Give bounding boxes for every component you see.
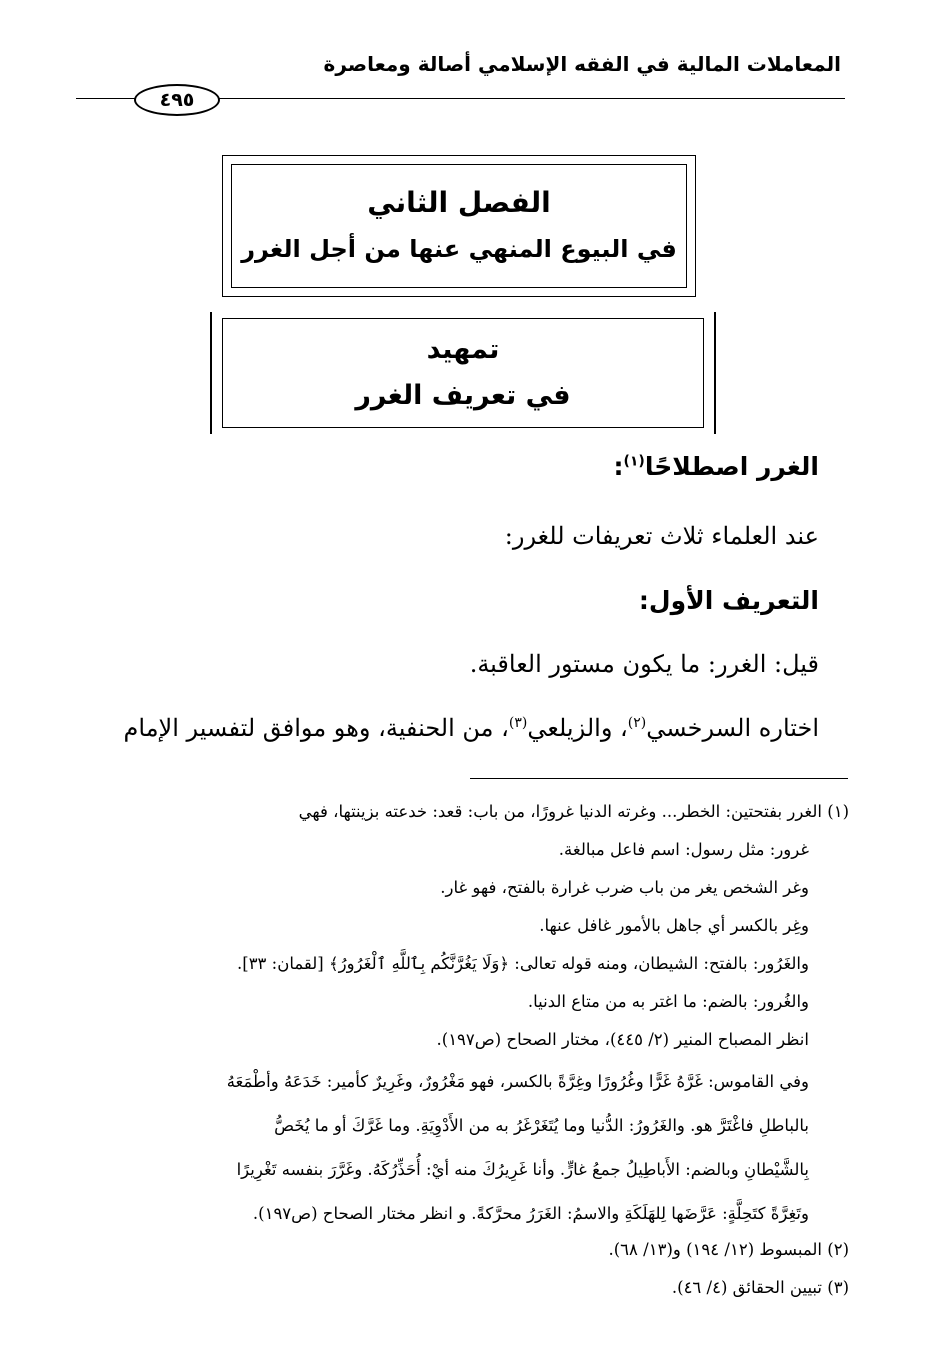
chapter-title-box [222, 155, 696, 297]
footnote-line: وتَغِرَّةً كتَحِلَّةٍ: عَرَّضَها لِلهَلَكَةِ والاسمُ: الغَرَرُ محرَّكةً. و انظر مختار الصحاح (ص١٩٧). [252, 1204, 809, 1223]
footnote-ref-3: (٣) [508, 715, 528, 731]
term-heading [613, 452, 819, 481]
chapter-title-frame [231, 164, 687, 288]
footnote-ref-2: (٢) [627, 715, 647, 731]
footnote-ref-1: (١) [623, 453, 645, 470]
footnote-line: انظر المصباح المنير (٢/ ٤٤٥)، مختار الصحاح (ص١٩٧). [436, 1030, 809, 1049]
definition-heading: التعريف الأول: [638, 586, 819, 615]
body-paragraph-line: عند العلماء ثلاث تعريفات للغرر: [504, 522, 819, 550]
footnote-line: وفي القاموس: غَرَّهُ غَرًّا وغُرُورًا وغِرَّةً بالكسر، فهو مَغْرُورٌ، وغَرِيرٌ كأمير: خَدَعَهُ وأطْمَعَهُ [226, 1072, 809, 1091]
body-paragraph-line [124, 714, 819, 742]
footnote-separator [470, 778, 848, 779]
footnote-line: والغُرور: بالضم: ما اغتر به من متاع الدنيا. [527, 992, 809, 1011]
footnote-line: وغر الشخص يغر من باب ضرب غرارة بالفتح، فهو غار. [440, 878, 809, 897]
footnote-line: بِالشَّيْطانِ وبالضم: الأَباطِيلُ جمعُ غارٍّ. وأنا غَرِيرُكَ منه أيْ: أُحَذِّرُكَهُ. وغَرَّرَ بنفسه تَغْرِيرًا [236, 1160, 809, 1179]
body-paragraph-line: قيل: الغرر: ما يكون مستور العاقبة. [469, 650, 819, 678]
body-text: ، من الحنفية، وهو موافق لتفسير الإمام [123, 714, 509, 742]
term-heading-colon: : [613, 452, 624, 481]
running-title: المعاملات المالية في الفقه الإسلامي أصالة ومعاصرة [323, 52, 841, 76]
chapter-title: الفصل الثاني [367, 186, 551, 219]
term-heading-text: الغرر اصطلاحًا [644, 452, 819, 481]
footnote-line: وغِر بالكسر أي جاهل بالأمور غافل عنها. [539, 916, 809, 935]
footnote-line: بالباطلِ فاغْتَرَّ هو. والغَرُورُ: الدُّنيا وما يُتَغَرْغَرُ به من الأَدْوِيَةِ. وما غَرَّكَ أو ما يُخَصُّ [274, 1116, 809, 1135]
footnote-line: غرور: مثل رسول: اسم فاعل مبالغة. [558, 840, 809, 859]
intro-subtitle: في تعريف الغرر [355, 380, 571, 411]
chapter-subtitle: في البيوع المنهي عنها من أجل الغرر [241, 235, 677, 263]
intro-title-box [210, 312, 716, 434]
footnote-line: (١) الغرر بفتحتين: الخطر... وغرته الدنيا غرورًا، من باب: قعد: خدعته بزينتها، فهي [298, 802, 849, 821]
intro-title-frame [222, 318, 704, 428]
footnote-line: (٣) تبيين الحقائق (٤/ ٤٦). [671, 1278, 849, 1297]
intro-title: تمهيد [426, 334, 500, 365]
footnote-line: والغَرُور: بالفتح: الشيطان، ومنه قوله تعالى: ﴿وَلَا يَغُرَّنَّكُم بِٱللَّهِ ٱلْغَرُورُ﴾ [لقمان: ٣٣]. [237, 954, 809, 973]
page-number: ٤٩٥ [134, 84, 220, 116]
footnote-line: (٢) المبسوط (١٢/ ١٩٤) و(١٣/ ٦٨). [608, 1240, 849, 1259]
body-text: اختاره السرخسي [646, 714, 819, 742]
body-text: ، والزيلعي [527, 714, 628, 742]
